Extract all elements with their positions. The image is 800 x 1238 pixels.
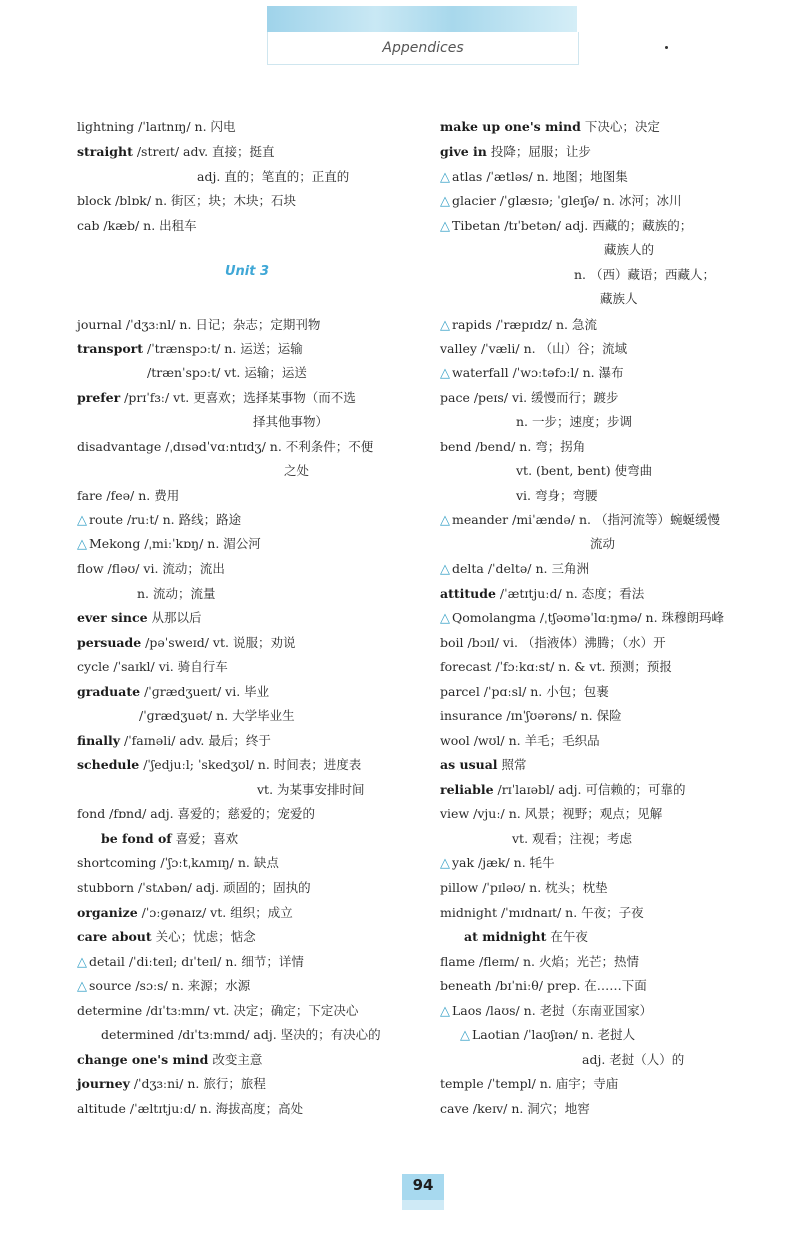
entry-line: 藏族人 bbox=[600, 291, 638, 306]
entry-line: n. （西）藏语；西藏人； bbox=[574, 267, 715, 282]
triangle-marker-icon: △ bbox=[440, 611, 450, 626]
header-decoration bbox=[267, 6, 577, 32]
entry-line: determine /dɪˈtɜːmɪn/ vt. 决定；确定；下定决心 bbox=[77, 1003, 359, 1018]
entry-line: stubborn /ˈstʌbən/ adj. 顽固的；固执的 bbox=[77, 880, 311, 895]
entry-line: △ atlas /ˈætləs/ n. 地图；地图集 bbox=[440, 169, 628, 185]
headword: journey bbox=[77, 1076, 130, 1091]
entry-line: ever since 从那以后 bbox=[77, 610, 202, 625]
entry-line: fare /feə/ n. 费用 bbox=[77, 488, 180, 503]
triangle-marker-icon: △ bbox=[77, 979, 87, 994]
entry-line: wool /wʊl/ n. 羊毛；毛织品 bbox=[440, 733, 600, 748]
triangle-marker-icon: △ bbox=[440, 219, 450, 234]
entry-line: vt. 观看；注视；考虑 bbox=[512, 831, 633, 846]
entry-line: △ Laotian /ˈlaʊʃɪən/ n. 老挝人 bbox=[460, 1027, 636, 1043]
entry-line: valley /ˈvæli/ n. （山）谷；流域 bbox=[440, 341, 628, 356]
triangle-marker-icon: △ bbox=[440, 513, 450, 528]
headword: attitude bbox=[440, 586, 496, 601]
headword: straight bbox=[77, 144, 133, 159]
headword: at midnight bbox=[464, 929, 547, 944]
headword: organize bbox=[77, 905, 138, 920]
entry-line: at midnight 在午夜 bbox=[464, 929, 588, 944]
headword: care about bbox=[77, 929, 152, 944]
entry-line: disadvantage /ˌdɪsədˈvɑːntɪdʒ/ n. 不利条件；不便 bbox=[77, 439, 374, 454]
headword: prefer bbox=[77, 390, 121, 405]
headword: transport bbox=[77, 341, 144, 356]
entry-line: midnight /ˈmɪdnaɪt/ n. 午夜；子夜 bbox=[440, 905, 644, 920]
entry-line: block /blɒk/ n. 街区；块；木块；石块 bbox=[77, 193, 297, 208]
entry-line: straight /streɪt/ adv. 直接；挺直 bbox=[77, 144, 275, 159]
entry-line: prefer /prɪˈfɜː/ vt. 更喜欢；选择某事物（而不选 bbox=[77, 390, 356, 405]
entry-line: △ rapids /ˈræpɪdz/ n. 急流 bbox=[440, 317, 597, 333]
entry-line: finally /ˈfaɪnəli/ adv. 最后；终于 bbox=[77, 733, 271, 748]
headword: ever since bbox=[77, 610, 148, 625]
entry-line: schedule /ˈʃedjuːl; ˈskedʒʊl/ n. 时间表；进度表 bbox=[77, 757, 362, 772]
header-dot bbox=[665, 46, 668, 49]
entry-line: journey /ˈdʒɜːni/ n. 旅行；旅程 bbox=[77, 1076, 266, 1091]
unit-heading: Unit 3 bbox=[224, 264, 270, 279]
entry-line: vi. 弯身；弯腰 bbox=[516, 488, 598, 503]
entry-line: 藏族人的 bbox=[604, 242, 655, 257]
headword: schedule bbox=[77, 757, 140, 772]
header-box bbox=[267, 32, 579, 65]
entry-line: /trænˈspɔːt/ vt. 运输；运送 bbox=[147, 365, 307, 380]
triangle-marker-icon: △ bbox=[77, 513, 87, 528]
triangle-marker-icon: △ bbox=[440, 562, 450, 577]
triangle-marker-icon: △ bbox=[460, 1028, 470, 1043]
headword: graduate bbox=[77, 684, 141, 699]
entry-line: shortcoming /ˈʃɔːtˌkʌmɪŋ/ n. 缺点 bbox=[77, 855, 279, 870]
triangle-marker-icon: △ bbox=[440, 856, 450, 871]
triangle-marker-icon: △ bbox=[77, 955, 87, 970]
entry-line: forecast /ˈfɔːkɑːst/ n. & vt. 预测；预报 bbox=[440, 659, 672, 674]
triangle-marker-icon: △ bbox=[440, 170, 450, 185]
entry-line: △ Mekong /ˌmiːˈkɒŋ/ n. 湄公河 bbox=[77, 536, 261, 552]
entry-line: △ source /sɔːs/ n. 来源；水源 bbox=[77, 978, 251, 994]
entry-line: as usual 照常 bbox=[440, 757, 527, 772]
entry-line: give in 投降；屈服；让步 bbox=[440, 144, 591, 159]
entry-line: cab /kæb/ n. 出租车 bbox=[77, 218, 197, 233]
entry-line: △ Qomolangma /ˌtʃəʊməˈlɑːŋmə/ n. 珠穆朗玛峰 bbox=[440, 610, 725, 626]
entry-line: beneath /bɪˈniːθ/ prep. 在……下面 bbox=[440, 978, 647, 993]
triangle-marker-icon: △ bbox=[440, 318, 450, 333]
entry-line: vt. (bent, bent) 使弯曲 bbox=[516, 463, 653, 478]
entry-line: persuade /pəˈsweɪd/ vt. 说服；劝说 bbox=[77, 635, 296, 650]
entry-line: care about 关心；忧虑；惦念 bbox=[77, 929, 256, 944]
entry-line: flame /fleɪm/ n. 火焰；光芒；热情 bbox=[440, 954, 639, 969]
entry-line: △ detail /ˈdiːteɪl; dɪˈteɪl/ n. 细节；详情 bbox=[77, 954, 304, 970]
headword: finally bbox=[77, 733, 121, 748]
entry-line: vt. 为某事安排时间 bbox=[257, 782, 365, 797]
entry-line: pace /peɪs/ vi. 缓慢而行；踱步 bbox=[440, 390, 619, 405]
entry-line: parcel /ˈpɑːsl/ n. 小包；包裹 bbox=[440, 684, 609, 699]
entry-line: △ waterfall /ˈwɔːtəfɔːl/ n. 瀑布 bbox=[440, 365, 624, 381]
headword: make up one's mind bbox=[440, 119, 581, 134]
headword: be fond of bbox=[101, 831, 172, 846]
triangle-marker-icon: △ bbox=[440, 194, 450, 209]
entry-line: insurance /ɪnˈʃʊərəns/ n. 保险 bbox=[440, 708, 622, 723]
entry-line: △ route /ruːt/ n. 路线；路途 bbox=[77, 512, 242, 528]
entry-line: attitude /ˈætɪtjuːd/ n. 态度；看法 bbox=[440, 586, 645, 601]
entry-line: △ Laos /laʊs/ n. 老挝（东南亚国家） bbox=[440, 1003, 653, 1019]
headword: as usual bbox=[440, 757, 498, 772]
triangle-marker-icon: △ bbox=[77, 537, 87, 552]
entry-line: 择其他事物） bbox=[253, 414, 329, 429]
entry-line: cycle /ˈsaɪkl/ vi. 骑自行车 bbox=[77, 659, 228, 674]
entry-line: graduate /ˈɡrædʒueɪt/ vi. 毕业 bbox=[77, 684, 270, 699]
entry-line: lightning /ˈlaɪtnɪŋ/ n. 闪电 bbox=[77, 119, 236, 134]
entry-line: determined /dɪˈtɜːmɪnd/ adj. 坚决的；有决心的 bbox=[101, 1027, 381, 1042]
entry-line: change one's mind 改变主意 bbox=[77, 1052, 263, 1067]
entry-line: altitude /ˈæltɪtjuːd/ n. 海拔高度；高处 bbox=[77, 1101, 304, 1116]
entry-line: reliable /rɪˈlaɪəbl/ adj. 可信赖的；可靠的 bbox=[440, 782, 686, 797]
page-number: 94 bbox=[412, 1176, 434, 1194]
entry-line: adj. 直的；笔直的；正直的 bbox=[197, 169, 350, 184]
entry-line: boil /bɔɪl/ vi. （指液体）沸腾；（水）开 bbox=[440, 635, 666, 650]
entry-line: bend /bend/ n. 弯；拐角 bbox=[440, 439, 586, 454]
entry-line: △ meander /miˈændə/ n. （指河流等）蜿蜒缓慢 bbox=[440, 512, 720, 528]
entry-line: organize /ˈɔːɡənaɪz/ vt. 组织；成立 bbox=[77, 905, 293, 920]
entry-line: view /vjuː/ n. 风景；视野；观点；见解 bbox=[440, 806, 663, 821]
entry-line: △ Tibetan /tɪˈbetən/ adj. 西藏的；藏族的； bbox=[440, 218, 693, 234]
page-number-strip bbox=[402, 1200, 444, 1210]
entry-line: adj. 老挝（人）的 bbox=[582, 1052, 685, 1067]
headword: persuade bbox=[77, 635, 142, 650]
entry-line: journal /ˈdʒɜːnl/ n. 日记；杂志；定期刊物 bbox=[77, 317, 321, 332]
entry-line: n. 流动；流量 bbox=[137, 586, 216, 601]
entry-line: make up one's mind 下决心；决定 bbox=[440, 119, 660, 134]
page-header-title: Appendices bbox=[382, 40, 464, 56]
entry-line: 之处 bbox=[284, 463, 310, 478]
entry-line: fond /fɒnd/ adj. 喜爱的；慈爱的；宠爱的 bbox=[77, 806, 316, 821]
entry-line: 流动 bbox=[590, 536, 616, 551]
entry-line: /ˈɡrædʒuət/ n. 大学毕业生 bbox=[139, 708, 295, 723]
triangle-marker-icon: △ bbox=[440, 1004, 450, 1019]
entry-line: temple /ˈtempl/ n. 庙宇；寺庙 bbox=[440, 1076, 619, 1091]
entry-line: transport /ˈtrænspɔːt/ n. 运送；运输 bbox=[77, 341, 303, 356]
entry-line: cave /keɪv/ n. 洞穴；地窖 bbox=[440, 1101, 590, 1116]
entry-line: △ yak /jæk/ n. 牦牛 bbox=[440, 855, 555, 871]
entry-line: pillow /ˈpɪləʊ/ n. 枕头；枕垫 bbox=[440, 880, 608, 895]
headword: change one's mind bbox=[77, 1052, 209, 1067]
entry-line: flow /fləʊ/ vi. 流动；流出 bbox=[77, 561, 225, 576]
triangle-marker-icon: △ bbox=[440, 366, 450, 381]
entry-line: △ glacier /ˈɡlæsɪə; ˈɡleɪʃə/ n. 冰河；冰川 bbox=[440, 193, 682, 209]
headword: give in bbox=[440, 144, 487, 159]
headword: reliable bbox=[440, 782, 494, 797]
entry-line: be fond of 喜爱；喜欢 bbox=[101, 831, 239, 846]
entry-line: △ delta /ˈdeltə/ n. 三角洲 bbox=[440, 561, 589, 577]
entry-line: n. 一步；速度；步调 bbox=[516, 414, 632, 429]
